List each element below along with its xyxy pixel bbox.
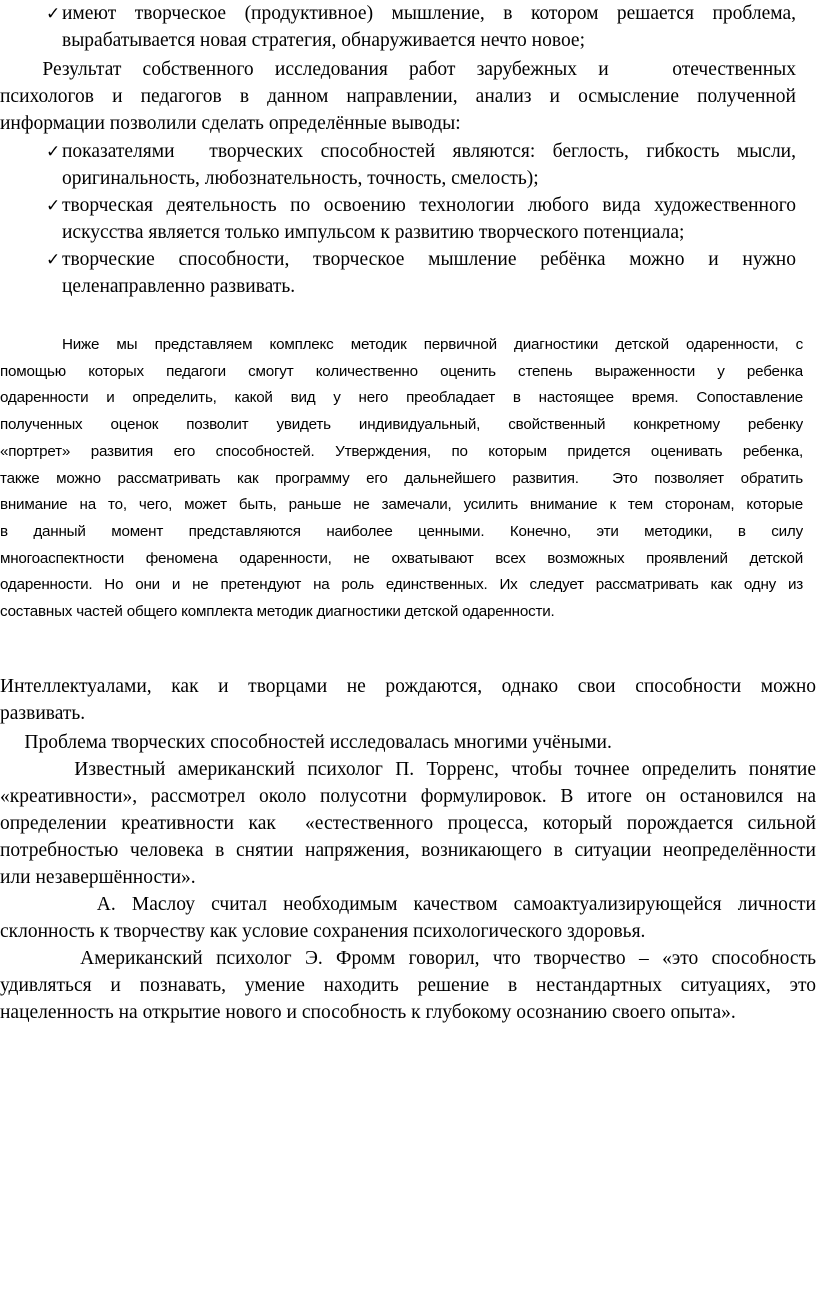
checkmark-icon: ✓ [46, 4, 61, 23]
text-line: творческая деятельность по освоению технологии любого вида художественного [62, 195, 796, 216]
text-line: Американский психолог Э. Фромм говорил, что творчество – «это способность [0, 948, 816, 969]
text-line: склонность к творчеству как условие сохранения психологического здоровья. [0, 921, 646, 942]
text-line: удивляться и познавать, умение находить решение в нестандартных ситуациях, это [0, 975, 816, 996]
text-line: помощью которых педагоги смогут количественно оценить степень выраженности у ребенка [0, 362, 803, 380]
text-line: внимание на то, чего, может быть, раньше не замечали, усилить внимание к тем сторонам, которые [0, 496, 803, 514]
list-item [0, 138, 796, 192]
paragraph [0, 729, 816, 756]
text-line: Известный американский психолог П. Торренс, чтобы точнее определить понятие [0, 759, 816, 780]
checkmark-icon: ✓ [46, 196, 61, 215]
methods-paragraph [0, 332, 803, 626]
text-line: потребностью человека в снятии напряжения, возникающего в ситуации неопределённости [0, 840, 816, 861]
lower-text [0, 673, 816, 1026]
text-line: одаренности. Но они и не претендуют на роль единственных. Их следует рассматривать как одну из [0, 576, 803, 594]
text-line: А. Маслоу считал необходимым качеством самоактуализирующейся личности [0, 894, 816, 915]
list-item [0, 246, 796, 300]
top-bullet-list [0, 0, 796, 54]
text-line: определении креативности как «естественного процесса, который порождается сильной [0, 813, 816, 834]
text-line: Проблема творческих способностей исследовалась многими учёными. [0, 732, 612, 753]
text-line: «портрет» развития его способностей. Утверждения, по которым придется оценивать ребенка, [0, 442, 803, 460]
list-item [0, 0, 796, 54]
text-line: оригинальность, любознательность, точность, смелость); [62, 168, 539, 189]
conclusion-paragraph [0, 56, 796, 137]
text-line: также можно рассматривать как программу его дальнейшего развития. Это позволяет обратить [0, 469, 803, 487]
text-line: «креативности», рассмотрел около полусотни формулировок. В итоге он остановился на [0, 786, 816, 807]
paragraph [0, 891, 816, 945]
checkmark-icon: ✓ [46, 142, 61, 161]
text-line: имеют творческое (продуктивное) мышление, в котором решается проблема, [62, 3, 796, 24]
text-line: показателями творческих способностей являются: беглость, гибкость мысли, [62, 141, 796, 162]
text-line: вырабатывается новая стратегия, обнаруживается нечто новое; [62, 30, 586, 51]
checkmark-icon: ✓ [46, 250, 61, 269]
text-line: в данный момент представляются наиболее ценными. Конечно, эти методики, в силу [0, 522, 803, 540]
conclusion-bullet-list [0, 138, 796, 300]
text-line: многоаспектности феномена одаренности, не охватывают всех возможных проявлений детской [0, 549, 803, 567]
text-line: Ниже мы представляем комплекс методик первичной диагностики детской одаренности, с [62, 336, 803, 353]
paragraph [0, 945, 816, 1026]
text-line: Интеллектуалами, как и творцами не рождаются, однако свои способности можно [0, 676, 816, 697]
text-line: Результат собственного исследования работ зарубежных и отечественных [0, 59, 796, 80]
text-line: творческие способности, творческое мышление ребёнка можно и нужно [62, 249, 796, 270]
text-line: целенаправленно развивать. [62, 276, 296, 297]
text-line: одаренности и определить, какой вид у него преобладает в настоящее время. Сопоставление [0, 389, 803, 407]
text-line: психологов и педагогов в данном направлении, анализ и осмысление полученной [0, 86, 796, 107]
paragraph [0, 673, 816, 727]
text-line: нацеленность на открытие нового и способность к глубокому осознанию своего опыта». [0, 1002, 736, 1023]
text-line: или незавершённости». [0, 867, 196, 888]
text-line: информации позволили сделать определённые выводы: [0, 113, 461, 134]
list-item [0, 192, 796, 246]
text-line: развивать. [0, 703, 86, 724]
text-line: полученных оценок позволит увидеть индивидуальный, свойственный конкретному ребенку [0, 416, 803, 434]
paragraph [0, 756, 816, 891]
text-line: составных частей общего комплекта методик диагностики детской одаренности. [0, 603, 555, 621]
text-line: искусства является только импульсом к развитию творческого потенциала; [62, 222, 685, 243]
